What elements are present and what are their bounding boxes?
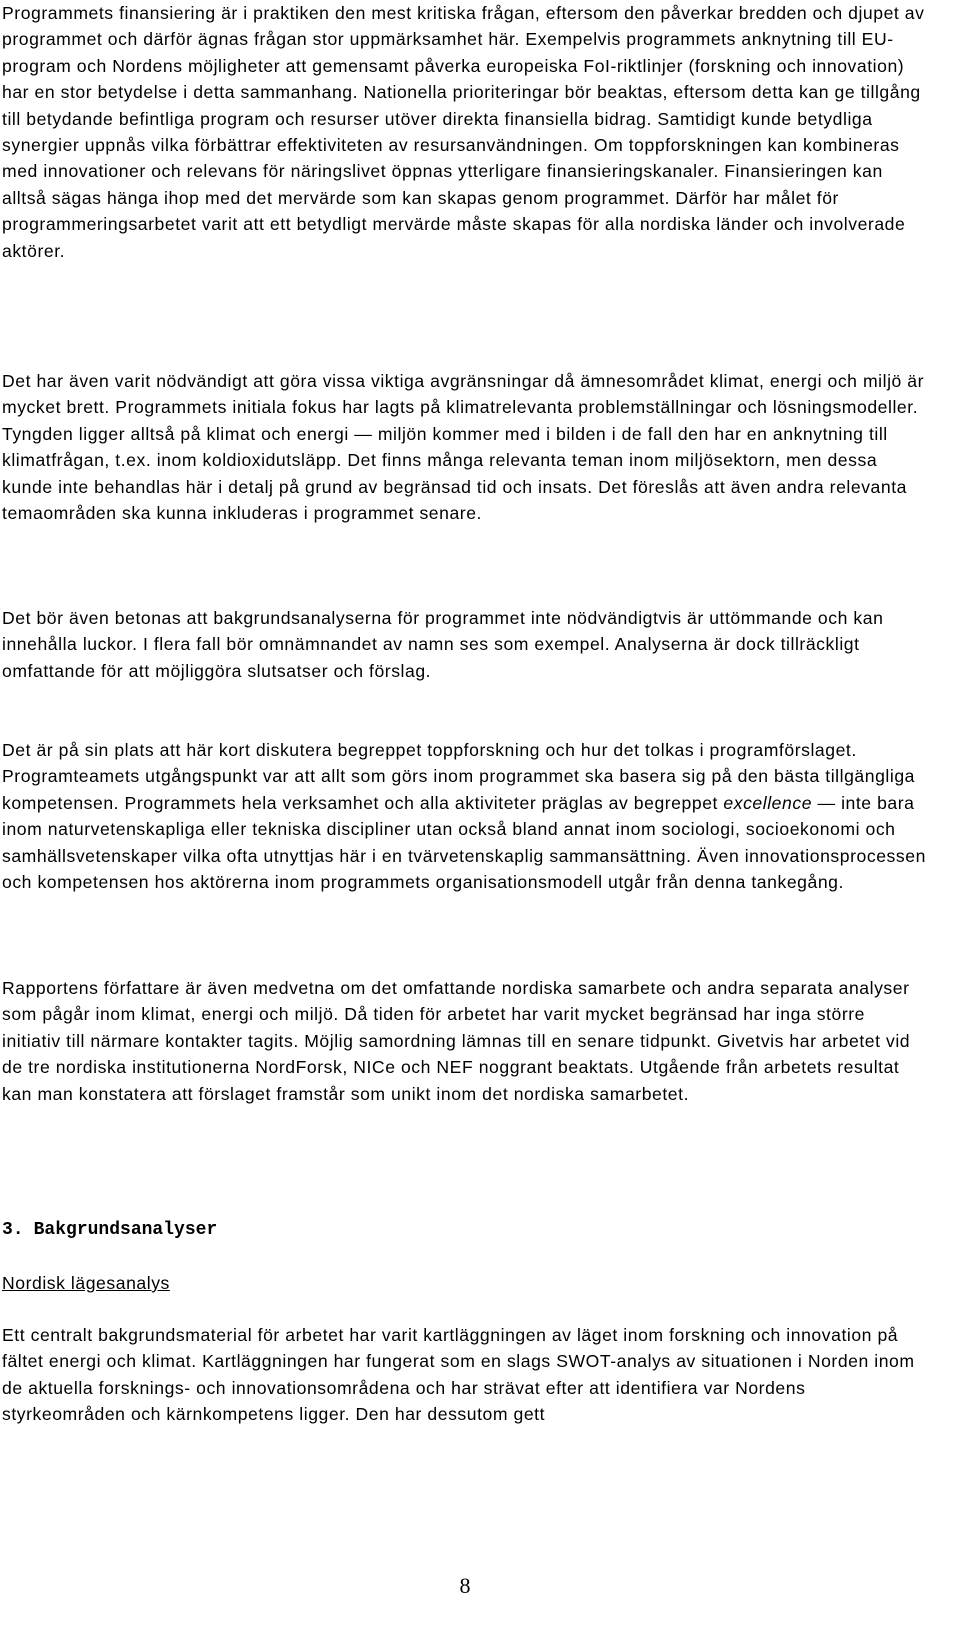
- excellence-term: excellence: [723, 792, 813, 813]
- paragraph-analyses-note: Det bör även betonas att bakgrundsanalyserna för programmet inte nödvändigtvis är uttömmande och kan innehålla luckor. I flera fall bör omnämnandet av namn ses som exempel. Analyserna är dock tillräckligt omfattande för att möjliggöra slutsatser och förslag.: [2, 608, 884, 681]
- paragraph-top-research-start: Det är på sin plats att här kort diskutera begreppet toppforskning och hur det tolkas i programförslaget. Programteamets utgångspunkt var att allt som görs inom programmet ska basera sig på den bästa tillgängliga kompetensen. Programmets hela verksamhet och alla aktiviteter präglas av begreppet: [2, 740, 916, 813]
- paragraph-top-research-end: — inte bara inom naturvetenskapliga eller tekniska discipliner utan också bland annat inom sociologi, socioekonomi och samhällsvetenskaper vilka ofta utnyttjas här i en tvärvetenskaplig sammansättning. Även innovationsprocessen och kompetensen hos aktörerna inom programmets organisationsmodell utgår från denna tankegång.: [2, 792, 926, 893]
- section-title: Bakgrundsanalyser: [33, 1220, 218, 1240]
- paragraph-authors-awareness: Rapportens författare är även medvetna om det omfattande nordiska samarbete och andra separata analyser som pågår inom klimat, energi och miljö. Då tiden för arbetet har varit mycket begränsad har inga större initiativ till närmare kontakter tagits. Möjlig samordning lämnas till en senare tidpunkt. Givetvis har arbetet vid de tre nordiska institutionerna NordForsk, NICe och NEF noggrant beaktats. Utgående från arbetets resultat kan man konstatera att förslaget framstår som unikt inom det nordiska samarbetet.: [2, 978, 911, 1104]
- section-number: 3.: [2, 1220, 24, 1240]
- paragraph-background-material: Ett centralt bakgrundsmaterial för arbetet har varit kartläggningen av läget inom forskning och innovation på fältet energi och klimat. Kartläggningen har fungerat som en slags SWOT-analys av situationen i Norden inom de aktuella forsknings- och innovationsområdena och har strävat efter att identifiera var Nordens styrkeområden och kärnkompetens ligger. Den har dessutom gett: [2, 1325, 915, 1425]
- paragraph-delimitations: Det har även varit nödvändigt att göra vissa viktiga avgränsningar då ämnesområdet klimat, energi och miljö är mycket brett. Programmets initiala fokus har lagts på klimatrelevanta problemställningar och lösningsmodeller. Tyngden ligger alltså på klimat och energi — miljön kommer med i bilden i de fall den har en anknytning till klimatfrågan, t.ex. inom koldioxidutsläpp. Det finns många relevanta teman inom miljösektorn, men dessa kunde inte behandlas här i detalj på grund av begränsad tid och insats. Det föreslås att även andra relevanta temaområden ska kunna inkluderas i programmet senare.: [2, 371, 925, 524]
- page-number: 8: [459, 1573, 471, 1598]
- subsection-heading: Nordisk lägesanalys: [2, 1273, 170, 1293]
- section-heading: [2, 1217, 217, 1243]
- paragraph-top-research: [2, 737, 928, 895]
- paragraph-financing: Programmets finansiering är i praktiken den mest kritiska frågan, eftersom den påverkar bredden och djupet av programmet och därför ägnas frågan stor uppmärksamhet här. Exempelvis programmets anknytning till EU-program och Nordens möjligheter att gemensamt påverka europeiska FoI-riktlinjer (forskning och innovation) har en stor betydelse i detta sammanhang. Nationella prioriteringar bör beaktas, eftersom detta kan ge tillgång till betydande befintliga program och resurser utöver direkta finansiella bidrag. Samtidigt kunde betydliga synergier uppnås vilka förbättrar effektiviteten av resursanvändningen. Om toppforskningen kan kombineras med innovationer och relevans för näringslivet öppnas ytterligare finansieringskanaler. Finansieringen kan alltså sägas hänga ihop med det mervärde som kan skapas genom programmet. Därför har målet för programmeringsarbetet varit att ett betydligt mervärde måste skapas för alla nordiska länder och involverade aktörer.: [2, 3, 925, 261]
